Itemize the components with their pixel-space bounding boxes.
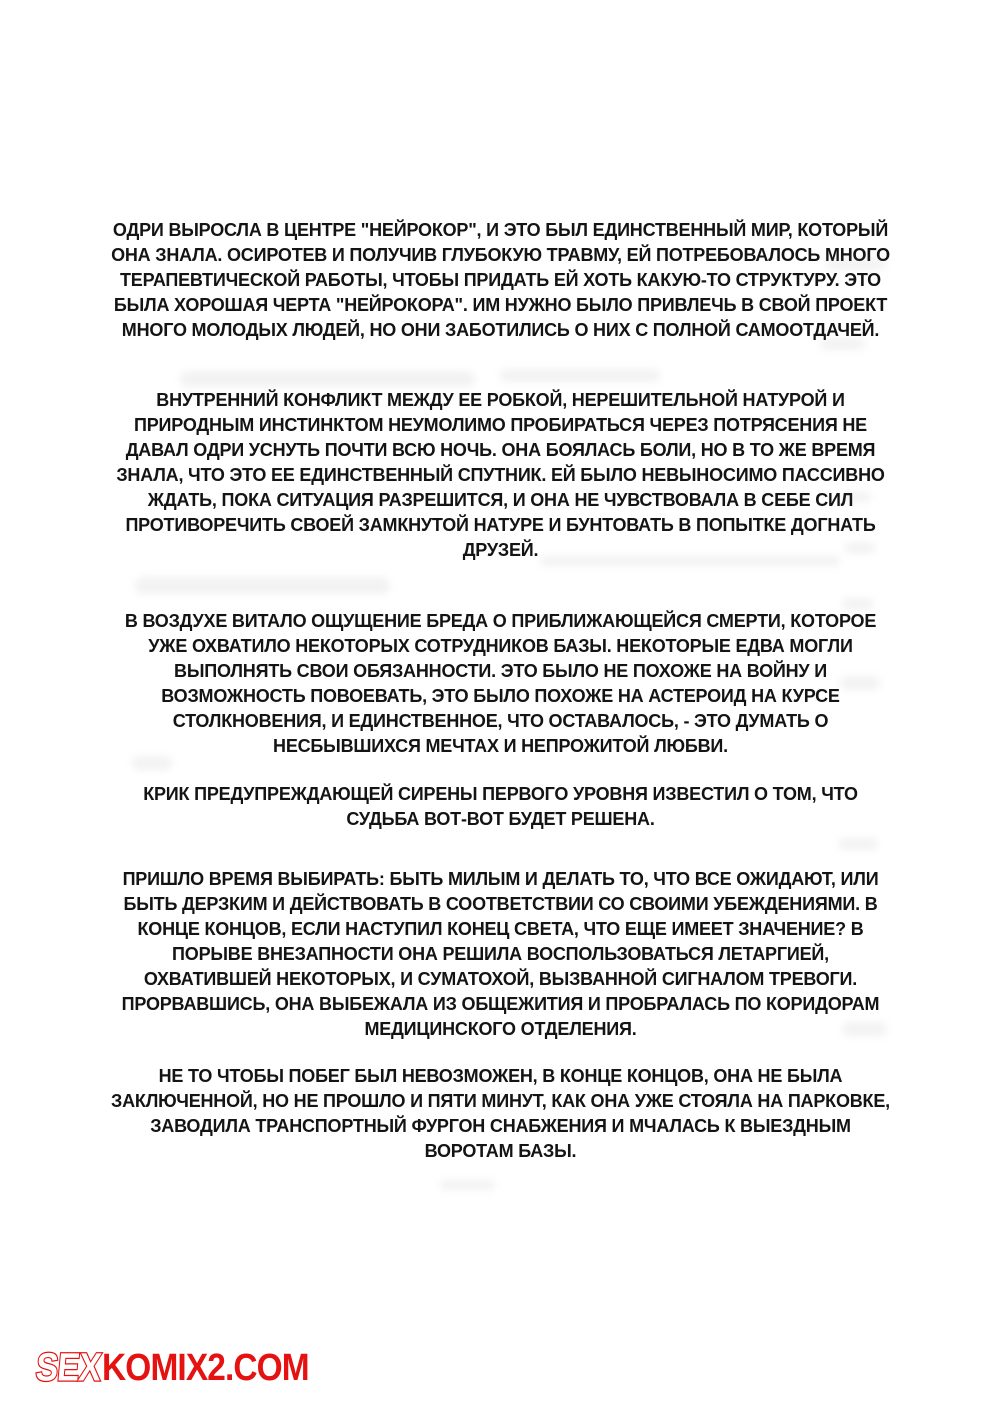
story-paragraph: ВНУТРЕННИЙ КОНФЛИКТ МЕЖДУ ЕЕ РОБКОЙ, НЕРЕШИТЕЛЬНОЙ НАТУРОЙ И ПРИРОДНЫМ ИНСТИНКТОМ НЕУМОЛИМО ПРОБИРАТЬСЯ ЧЕРЕЗ ПОТРЯСЕНИЯ НЕ ДАВАЛ ОДРИ УСНУТЬ ПОЧТИ ВСЮ НОЧЬ. ОНА БОЯЛАСЬ БОЛИ, НО В ТО ЖЕ ВРЕМЯ ЗНАЛА, ЧТО ЭТО ЕЕ ЕДИНСТВЕННЫЙ СПУТНИК. ЕЙ БЫЛО НЕВЫНОСИМО ПАССИВНО ЖДАТЬ, ПОКА СИТУАЦИЯ РАЗРЕШИТСЯ, И ОНА НЕ ЧУВСТВОВАЛА В СЕБЕ СИЛ ПРОТИВОРЕЧИТЬ СВОЕЙ ЗАМКНУТОЙ НАТУРЕ И БУНТОВАТЬ В ПОПЫТКЕ ДОГНАТЬ ДРУЗЕЙ. — [116, 390, 885, 560]
story-paragraph: ПРИШЛО ВРЕМЯ ВЫБИРАТЬ: БЫТЬ МИЛЫМ И ДЕЛАТЬ ТО, ЧТО ВСЕ ОЖИДАЮТ, ИЛИ БЫТЬ ДЕРЗКИМ И ДЕЙСТВОВАТЬ В СООТВЕТСТВИИ СО СВОИМИ УБЕЖДЕНИЯМИ. В КОНЦЕ КОНЦОВ, ЕСЛИ НАСТУПИЛ КОНЕЦ СВЕТА, ЧТО ЕЩЕ ИМЕЕТ ЗНАЧЕНИЕ? В ПОРЫВЕ ВНЕЗАПНОСТИ ОНА РЕШИЛА ВОСПОЛЬЗОВАТЬСЯ ЛЕТАРГИЕЙ, ОХВАТИВШЕЙ НЕКОТОРЫХ, И СУМАТОХОЙ, ВЫЗВАННОЙ СИГНАЛОМ ТРЕВОГИ. ПРОРВАВШИСЬ, ОНА ВЫБЕЖАЛА ИЗ ОБЩЕЖИТИЯ И ПРОБРАЛАСЬ ПО КОРИДОРАМ МЕДИЦИНСКОГО ОТДЕЛЕНИЯ. — [121, 869, 880, 1039]
logo-prefix-outlined: SEX — [33, 1346, 103, 1390]
story-paragraph: НЕ ТО ЧТОБЫ ПОБЕГ БЫЛ НЕВОЗМОЖЕН, В КОНЦЕ КОНЦОВ, ОНА НЕ БЫЛА ЗАКЛЮЧЕННОЙ, НО НЕ ПРОШЛО И ПЯТИ МИНУТ, КАК ОНА УЖЕ СТОЯЛА НА ПАРКОВКЕ, ЗАВОДИЛА ТРАНСПОРТНЫЙ ФУРГОН СНАБЖЕНИЯ И МЧАЛАСЬ К ВЫЕЗДНЫМ ВОРОТАМ БАЗЫ. — [111, 1066, 890, 1161]
story-text-block — [109, 218, 893, 1164]
story-paragraph: КРИК ПРЕДУПРЕЖДАЮЩЕЙ СИРЕНЫ ПЕРВОГО УРОВНЯ ИЗВЕСТИЛ О ТОМ, ЧТО СУДЬБА ВОТ-ВОТ БУДЕТ РЕШЕНА. — [143, 784, 858, 829]
story-paragraph: В ВОЗДУХЕ ВИТАЛО ОЩУЩЕНИЕ БРЕДА О ПРИБЛИЖАЮЩЕЙСЯ СМЕРТИ, КОТОРОЕ УЖЕ ОХВАТИЛО НЕКОТОРЫХ СОТРУДНИКОВ БАЗЫ. НЕКОТОРЫЕ ЕДВА МОГЛИ ВЫПОЛНЯТЬ СВОИ ОБЯЗАННОСТИ. ЭТО БЫЛО НЕ ПОХОЖЕ НА ВОЙНУ И ВОЗМОЖНОСТЬ ПОВОЕВАТЬ, ЭТО БЫЛО ПОХОЖЕ НА АСТЕРОИД НА КУРСЕ СТОЛКНОВЕНИЯ, И ЕДИНСТВЕННОЕ, ЧТО ОСТАВАЛОСЬ, - ЭТО ДУМАТЬ О НЕСБЫВШИХСЯ МЕЧТАХ И НЕПРОЖИТОЙ ЛЮБВИ. — [124, 611, 877, 756]
bleed-through-ghost — [440, 1180, 495, 1190]
story-paragraph: ОДРИ ВЫРОСЛА В ЦЕНТРЕ "НЕЙРОКОР", И ЭТО БЫЛ ЕДИНСТВЕННЫЙ МИР, КОТОРЫЙ ОНА ЗНАЛА. ОСИРОТЕВ И ПОЛУЧИВ ГЛУБОКУЮ ТРАВМУ, ЕЙ ПОТРЕБОВАЛОСЬ МНОГО ТЕРАПЕВТИЧЕСКОЙ РАБОТЫ, ЧТОБЫ ПРИДАТЬ ЕЙ ХОТЬ КАКУЮ-ТО СТРУКТУРУ. ЭТО БЫЛА ХОРОШАЯ ЧЕРТА "НЕЙРОКОРА". ИМ НУЖНО БЫЛО ПРИВЛЕЧЬ В СВОЙ ПРОЕКТ МНОГО МОЛОДЫХ ЛЮДЕЙ, НО ОНИ ЗАБОТИЛИСЬ О НИХ С ПОЛНОЙ САМООТДАЧЕЙ. — [111, 220, 890, 340]
sexkomix-watermark-logo — [33, 1346, 309, 1390]
logo-suffix-solid: KOMIX2.COM — [102, 1347, 309, 1389]
